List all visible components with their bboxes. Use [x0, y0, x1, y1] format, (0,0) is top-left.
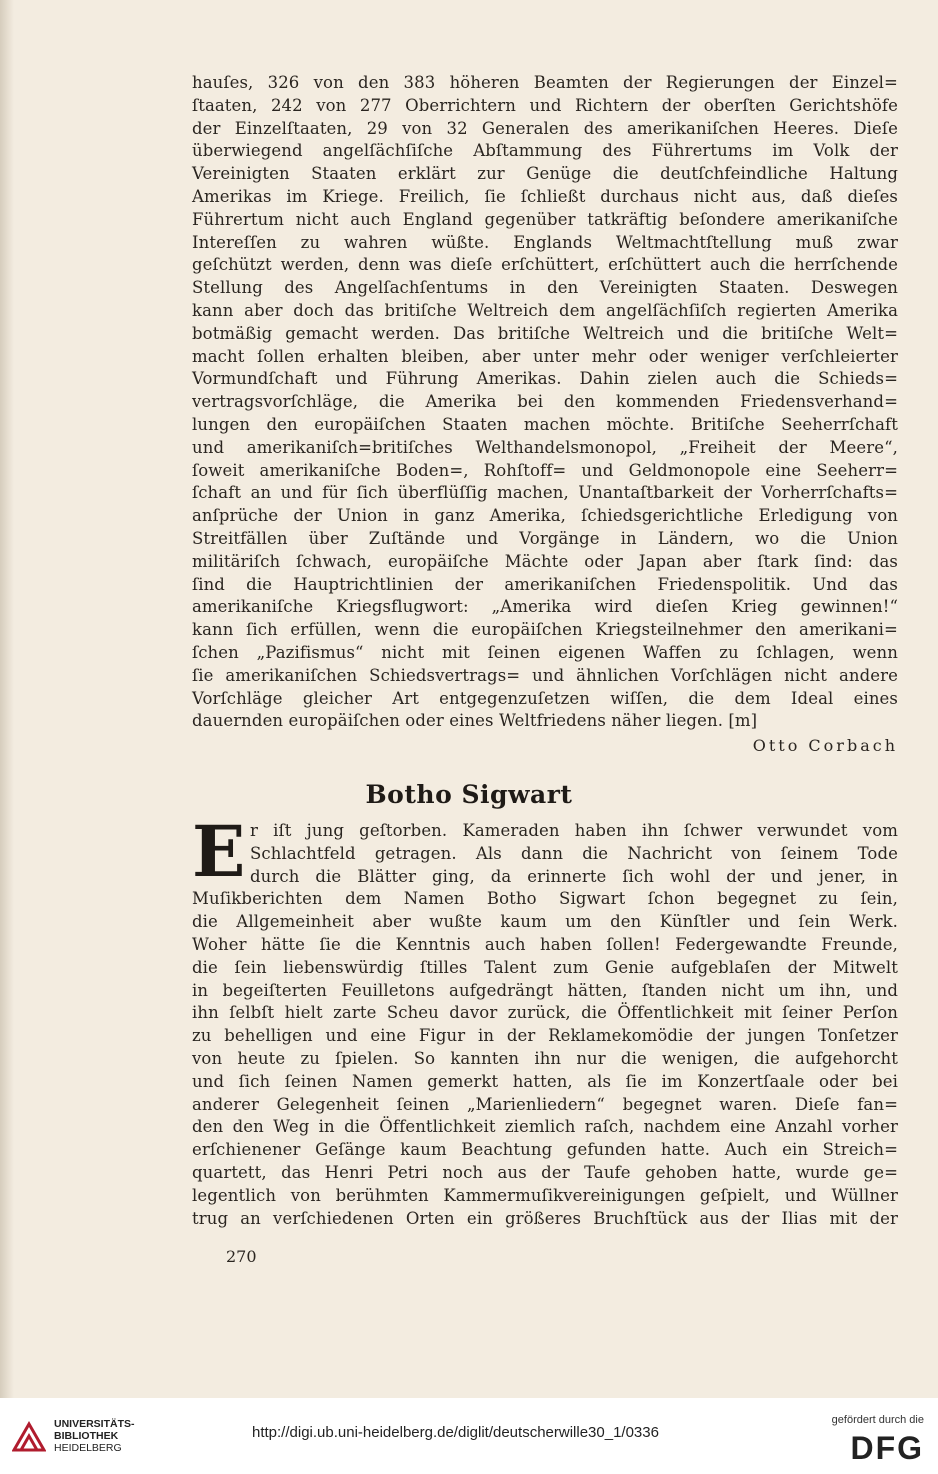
article-title: Botho Sigwart — [365, 780, 573, 809]
text-line: kann aber doch das britiſche Weltreich dem angelſächſiſch regierten Amerika — [192, 300, 898, 320]
text-line: überwiegend angelſächſiſche Abſtammung des Führertums im Volk der — [192, 141, 898, 161]
drop-cap-letter: E — [192, 810, 246, 893]
text-line: Stellung des Angelſachſentums in den Vereinigten Staaten. Deswegen — [192, 278, 898, 298]
text-line: Vormundſchaft und Führung Amerikas. Dahin zielen auch die Schieds= — [192, 369, 898, 389]
text-line: r iſt jung geſtorben. Kameraden haben ihn ſchwer verwundet vom — [250, 821, 898, 840]
text-line: die Allgemeinheit aber wußte kaum um den Künſtler und ſein Werk. — [192, 912, 898, 932]
text-line: der Einzelſtaaten, 29 von 32 Generalen des amerikaniſchen Heeres. Dieſe — [192, 118, 898, 138]
library-name-line-2: BIBLIOTHEK — [54, 1430, 119, 1442]
text-line: ſchaft an und für ſich überflüſſig machen, Unantaſtbarkeit der Vorherrſchafts= — [192, 483, 898, 503]
text-line: anderer Gelegenheit ſeinen „Marienliedern“ begegnet waren. Dieſe fan= — [192, 1094, 898, 1114]
text-line: lungen den europäiſchen Staaten machen möchte. Britiſche Seeherrſchaft — [192, 414, 898, 434]
text-line: Streitfällen über Zuſtände und Vorgänge in Ländern, wo die Union — [192, 528, 898, 548]
library-name — [54, 1418, 135, 1454]
text-line: Intereſſen zu wahren wüßte. Englands Weltmachtſtellung muß zwar — [192, 232, 898, 252]
permalink-url[interactable]: http://digi.ub.uni-heidelberg.de/diglit/deutscherwille30_1/0336 — [252, 1424, 659, 1441]
text-line: ſind die Hauptrichtlinien der amerikaniſchen Friedenspolitik. Und das — [192, 574, 898, 594]
article-body — [192, 888, 898, 1230]
text-line: amerikaniſche Kriegsflugwort: „Amerika wird dieſen Krieg gewinnen!“ — [192, 597, 898, 617]
text-line: Vorſchläge gleicher Art entgegenzuſetzen wiſſen, die dem Ideal eines — [192, 688, 898, 708]
university-library-logo-icon — [12, 1420, 46, 1454]
page-number: 270 — [226, 1247, 257, 1266]
text-line: trug an verſchiedenen Orten ein größeres Bruchſtück aus der Ilias mit der — [192, 1208, 898, 1228]
text-line: Vereinigten Staaten erklärt zur Genüge die deutſchfeindliche Haltung — [192, 164, 898, 184]
text-line: von heute zu ſpielen. So kannten ihn nur die wenigen, die aufgehorcht — [192, 1048, 898, 1068]
text-line: Muſikberichten dem Namen Botho Sigwart ſchon begegnet zu ſein, — [192, 889, 898, 909]
text-line: hauſes, 326 von den 383 höheren Beamten der Regierungen der Einzel= — [192, 73, 898, 92]
text-line: macht ſollen erhalten bleiben, aber unter mehr oder weniger verſchleierter — [192, 346, 898, 366]
text-line: legentlich von berühmten Kammermuſikvereinigungen geſpielt, und Wüllner — [192, 1185, 898, 1205]
text-line: botmäßig gemacht werden. Das britiſche Weltreich und die britiſche Welt= — [192, 323, 898, 343]
text-line: geſchützt werden, denn was dieſe erſchüttert, erſchüttert auch die herrſchende — [192, 255, 898, 275]
text-line: ſie amerikaniſchen Schiedsvertrags= und ähnlichen Vorſchlägen nicht andere — [192, 665, 898, 685]
article-opening-lines — [192, 810, 898, 893]
text-line: Schlachtfeld getragen. Als dann die Nachricht von ſeinem Tode — [250, 843, 898, 863]
text-line: und amerikaniſch=britiſches Welthandelsmonopol, „Freiheit der Meere“, — [192, 437, 898, 457]
library-name-line-3: HEIDELBERG — [54, 1442, 122, 1454]
previous-article-body — [192, 72, 898, 733]
dfg-logo: DFG — [850, 1430, 924, 1466]
text-line: die ſein liebenswürdig ſtilles Talent zum Genie aufgeblaſen der Mitwelt — [192, 957, 898, 977]
text-line: ihn ſelbſt hielt zarte Scheu davor zurück, die Öffentlichkeit mit ſeiner Perſon — [192, 1003, 898, 1023]
text-line: ſtaaten, 242 von 277 Oberrichtern und Richtern der oberſten Gerichtshöfe — [192, 95, 898, 115]
text-line: Führertum nicht auch England gegenüber tatkräftig beſondere amerikaniſche — [192, 209, 898, 229]
text-line: Amerikas im Kriege. Freilich, ſie ſchließt durchaus nicht aus, daß dieſes — [192, 186, 898, 206]
library-name-line-1: UNIVERSITÄTS- — [54, 1418, 135, 1430]
author-signature: Otto Corbach — [752, 736, 898, 755]
text-line: ſoweit amerikaniſche Boden=, Rohſtoff= und Geldmonopole eine Seeherr= — [192, 460, 898, 480]
text-line: den den Weg in die Öffentlichkeit ziemlich raſch, nachdem eine Anzahl vorher — [192, 1117, 898, 1137]
text-line: ſchen „Pazifismus“ nicht mit ſeinen eigenen Waffen zu ſchlagen, wenn — [192, 642, 898, 662]
text-line: erſchienener Geſänge kaum Beachtung gefunden hatte. Auch ein Streich= — [192, 1140, 898, 1160]
text-line: durch die Blätter ging, da erinnerte ſich wohl der und jener, in — [250, 866, 898, 886]
footer-bar — [0, 1398, 938, 1474]
text-line: anſprüche der Union in ganz Amerika, ſchiedsgerichtliche Erledigung von — [192, 506, 898, 526]
text-line: zu behelligen und eine Figur in der Reklamekomödie der jungen Tonſetzer — [192, 1026, 898, 1046]
text-line: quartett, das Henri Petri noch aus der Taufe gehoben hatte, wurde ge= — [192, 1162, 898, 1182]
text-line: dauernden europäiſchen oder eines Weltfriedens näher liegen. [m] — [192, 711, 758, 731]
text-line: kann ſich erfüllen, wenn die europäiſchen Kriegsteilnehmer den amerikani= — [192, 620, 898, 640]
text-line: und ſich ſeinen Namen gemerkt hatten, als ſie im Konzertſaale oder bei — [192, 1071, 898, 1091]
text-line: Woher hätte ſie die Kenntnis auch haben ſollen! Federgewandte Freunde, — [192, 934, 898, 954]
text-line: vertragsvorſchläge, die Amerika bei den kommenden Friedensverhand= — [192, 392, 898, 412]
text-line: in begeiſterten Feuilletons aufgedrängt hätten, ſtanden nicht um ihn, und — [192, 980, 898, 1000]
funding-label: gefördert durch die — [831, 1414, 924, 1426]
text-line: militäriſch ſchwach, europäiſche Mächte oder Japan aber ſtark ſind: das — [192, 551, 898, 571]
